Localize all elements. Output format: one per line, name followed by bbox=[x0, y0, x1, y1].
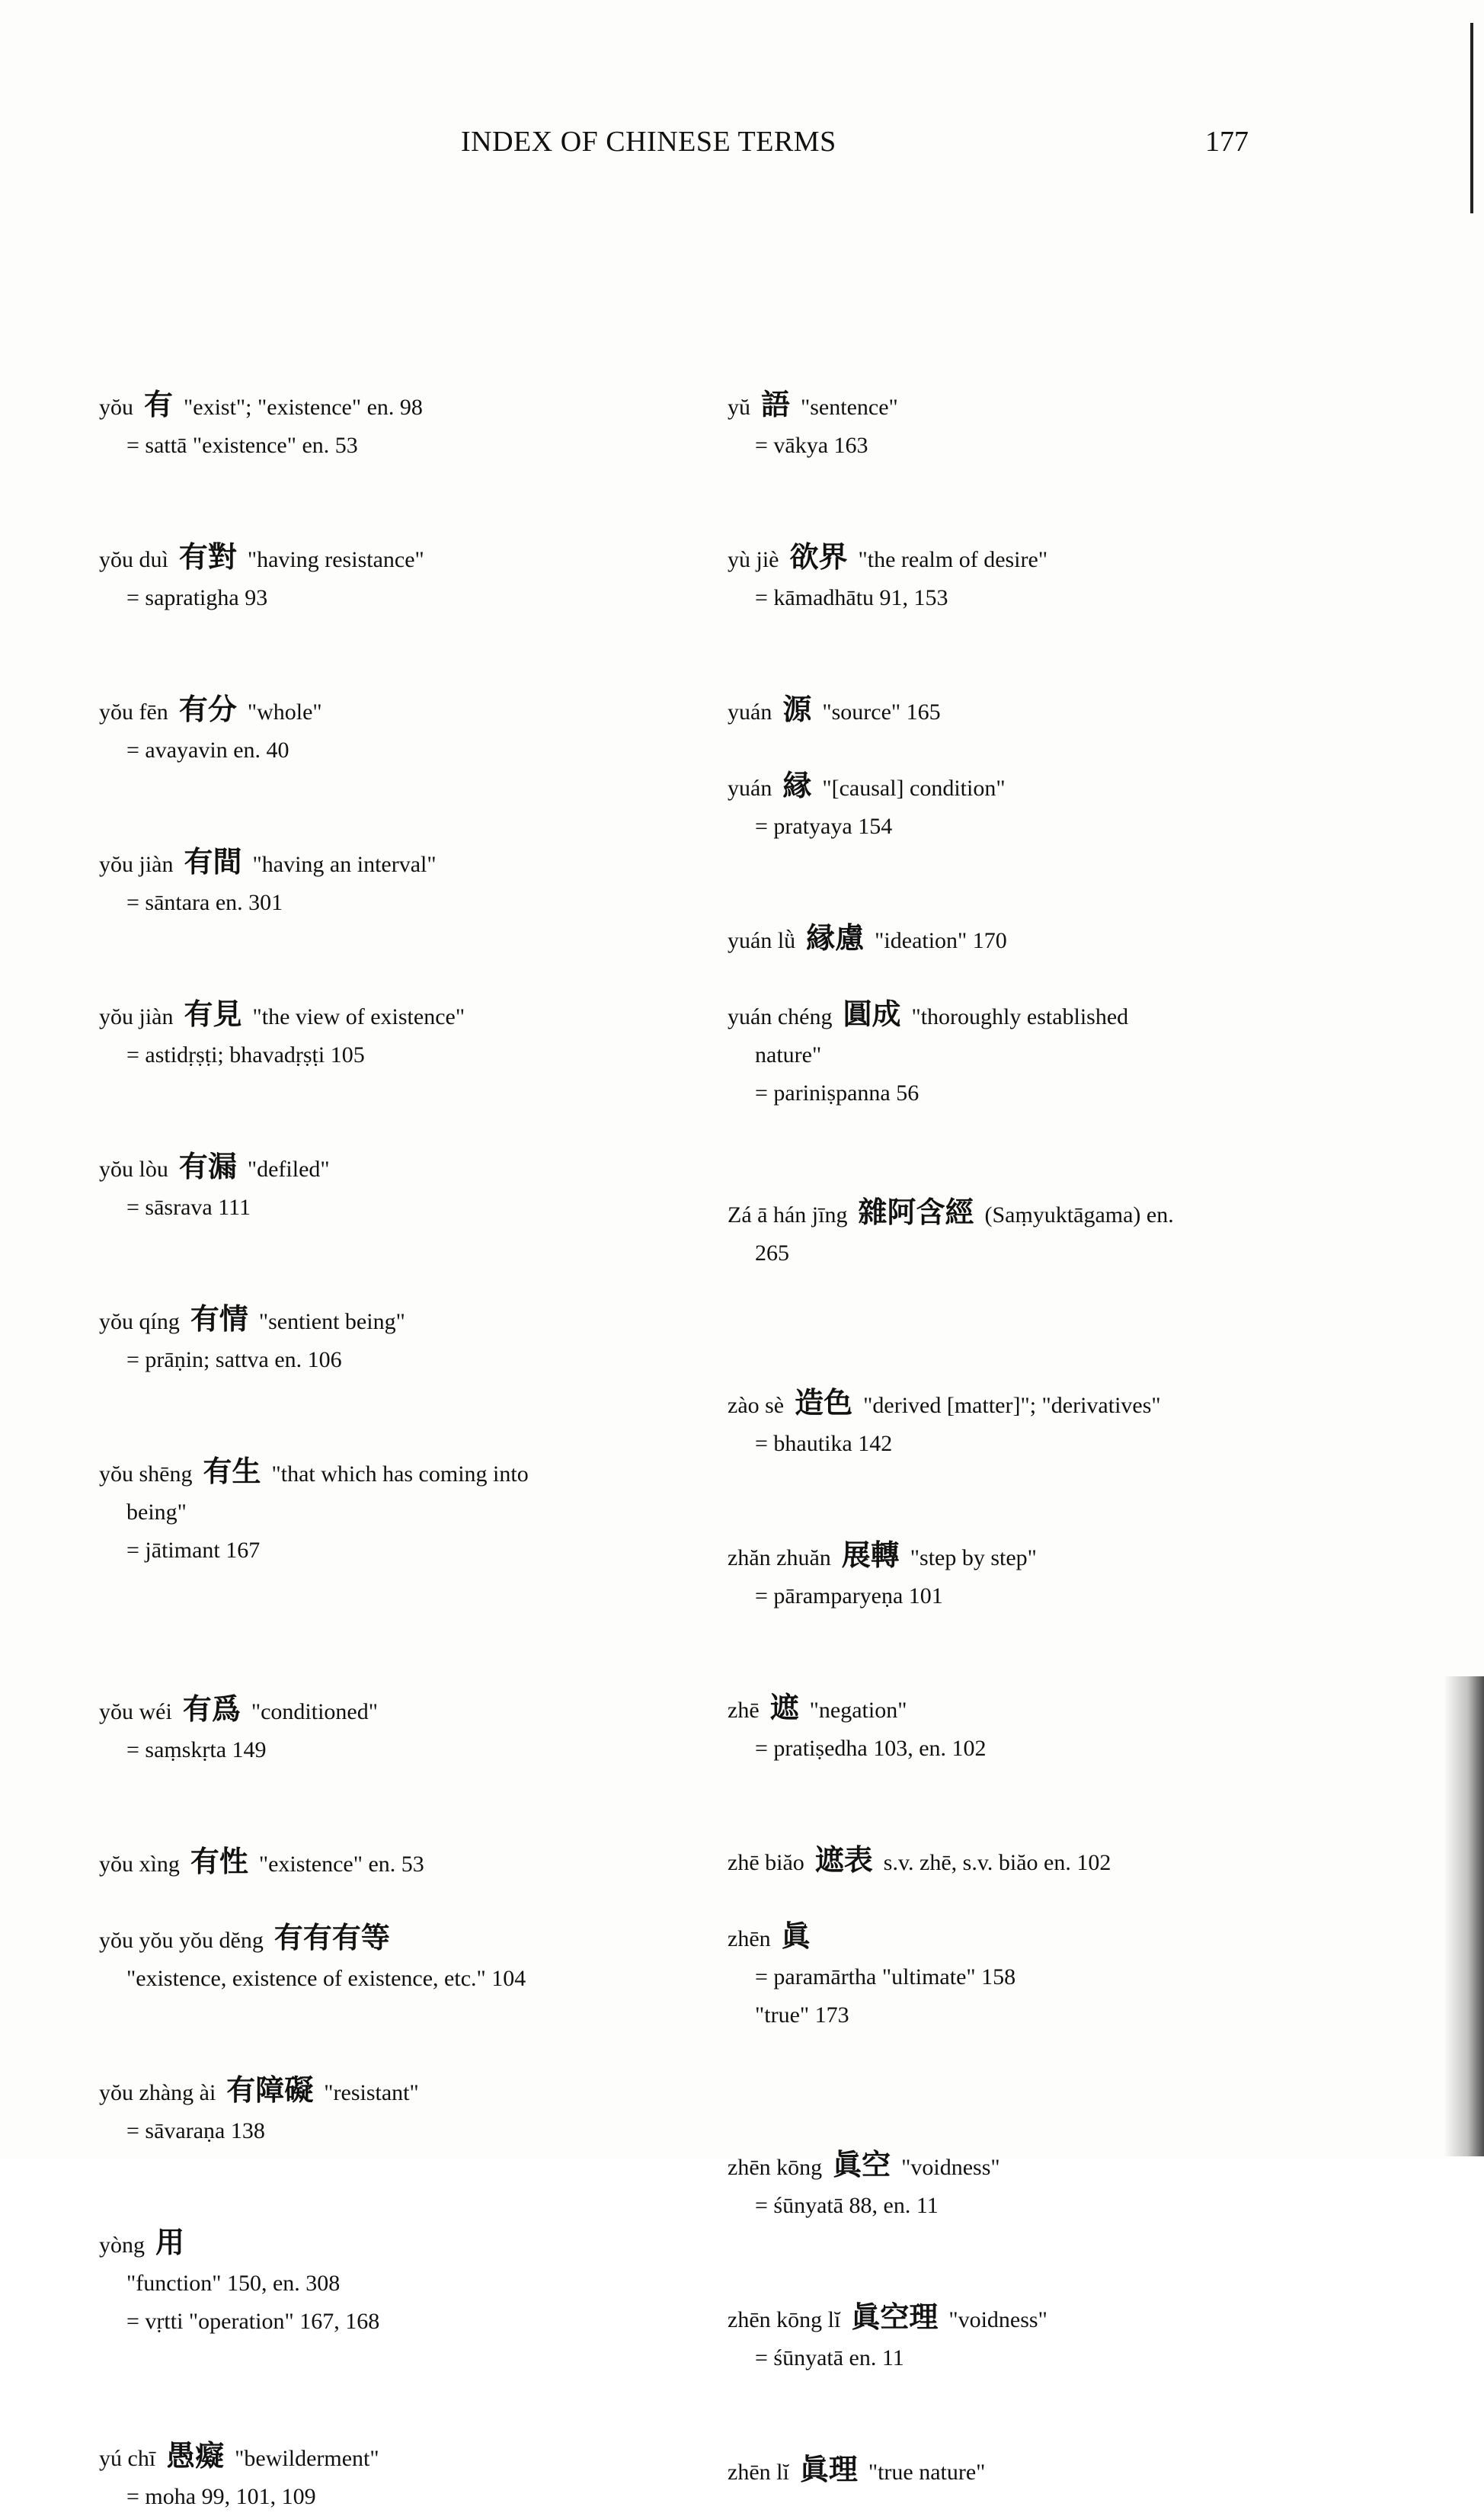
entry-headword-line bbox=[99, 690, 648, 731]
gloss-line: "existence, existence of existence, etc." 104 bbox=[126, 1966, 526, 1991]
chinese-characters: 語 bbox=[761, 388, 791, 421]
sanskrit-equivalent: = śūnyatā 88, en. 11 bbox=[755, 2193, 939, 2218]
romanization: yòng bbox=[99, 2233, 145, 2258]
sanskrit-equivalent: = sāntara en. 301 bbox=[126, 890, 283, 915]
index-entry bbox=[728, 690, 1261, 731]
sanskrit-equivalent: = sattā "existence" en. 53 bbox=[126, 433, 358, 458]
sanskrit-equivalent: = pariniṣpanna 56 bbox=[755, 1080, 920, 1106]
sanskrit-equivalent: = prāṇin; sattva en. 106 bbox=[126, 1347, 342, 1372]
chinese-characters: 圓成 bbox=[843, 997, 901, 1031]
index-entry bbox=[728, 1689, 1261, 1768]
gloss-line: "function" 150, en. 308 bbox=[126, 2271, 341, 2296]
english-gloss: "defiled" bbox=[247, 1157, 330, 1182]
chinese-characters: 眞空 bbox=[833, 2148, 891, 2181]
english-gloss: "true nature" bbox=[868, 2460, 986, 2485]
english-gloss: "source" 165 bbox=[822, 699, 941, 725]
chinese-characters: 源 bbox=[782, 693, 812, 726]
chinese-characters: 愚癡 bbox=[166, 2439, 225, 2473]
index-entry bbox=[728, 767, 1261, 846]
chinese-characters: 眞空理 bbox=[851, 2300, 939, 2334]
index-entry bbox=[728, 1384, 1261, 1463]
romanization: yŏu zhàng ài bbox=[99, 2080, 216, 2105]
entry-headword-line bbox=[99, 2437, 648, 2478]
romanization: yŏu yŏu yŏu dĕng bbox=[99, 1928, 264, 1953]
romanization: zhăn zhuăn bbox=[728, 1545, 831, 1570]
chinese-characters: 欲界 bbox=[789, 540, 848, 574]
romanization: yŏu bbox=[99, 395, 133, 420]
entry-headword-line bbox=[99, 386, 648, 427]
english-gloss: "step by step" bbox=[910, 1545, 1037, 1570]
chinese-characters: 雜阿含經 bbox=[858, 1196, 974, 1229]
index-entry bbox=[99, 2437, 648, 2516]
entry-headword-line bbox=[728, 1193, 1261, 1234]
romanization: zhēn kōng bbox=[728, 2155, 823, 2180]
english-gloss: "bewilderment" bbox=[235, 2446, 379, 2471]
entry-headword-line bbox=[728, 1689, 1261, 1730]
chinese-characters: 有 bbox=[144, 388, 174, 421]
romanization: yuán lǜ bbox=[728, 928, 796, 953]
english-gloss: (Saṃyuktāgama) en. bbox=[984, 1202, 1174, 1228]
sanskrit-equivalent: = pāramparyeṇa 101 bbox=[755, 1583, 943, 1609]
entry-headword-line bbox=[99, 995, 648, 1036]
index-entry bbox=[99, 1919, 648, 1998]
english-gloss: "sentient being" bbox=[258, 1309, 405, 1334]
english-gloss: "existence" en. 53 bbox=[258, 1852, 424, 1877]
entry-headword-line bbox=[99, 538, 648, 579]
sanskrit-equivalent: = pratyaya 154 bbox=[755, 814, 893, 839]
sanskrit-equivalent: = paramārtha "ultimate" 158 bbox=[755, 1964, 1016, 1989]
romanization: yuán chéng bbox=[728, 1004, 833, 1029]
english-gloss: "voidness" bbox=[901, 2155, 1000, 2180]
index-entry bbox=[99, 995, 648, 1074]
sanskrit-equivalent: = śūnyatā en. 11 bbox=[755, 2345, 904, 2370]
index-entry bbox=[99, 538, 648, 617]
chinese-characters: 眞理 bbox=[799, 2453, 858, 2486]
romanization: yù jiè bbox=[728, 547, 779, 572]
entry-headword-line bbox=[99, 2223, 648, 2265]
entry-headword-line bbox=[728, 919, 1261, 960]
index-entry bbox=[99, 1690, 648, 1769]
index-entry bbox=[99, 1452, 648, 1570]
english-gloss: "thoroughly established bbox=[911, 1004, 1129, 1029]
chinese-characters: 遮 bbox=[769, 1691, 799, 1724]
romanization: yŭ bbox=[728, 395, 750, 420]
entry-headword-line bbox=[99, 1300, 648, 1341]
english-gloss: "having resistance" bbox=[247, 547, 424, 572]
index-entry bbox=[728, 386, 1261, 465]
chinese-characters: 有對 bbox=[178, 540, 237, 574]
chinese-characters: 遮表 bbox=[814, 1843, 873, 1877]
binding-edge bbox=[1470, 23, 1473, 213]
index-entry bbox=[728, 1841, 1261, 1882]
index-entry bbox=[728, 2146, 1261, 2225]
english-gloss: "ideation" 170 bbox=[875, 928, 1007, 953]
gloss-continuation: nature" bbox=[755, 1042, 822, 1068]
chinese-characters: 造色 bbox=[795, 1386, 853, 1420]
chinese-characters: 有情 bbox=[190, 1302, 248, 1336]
sanskrit-equivalent: = saṃskṛta 149 bbox=[126, 1737, 267, 1762]
sanskrit-equivalent: = bhautika 142 bbox=[755, 1431, 893, 1456]
entry-headword-line bbox=[728, 1384, 1261, 1425]
romanization: zhē bbox=[728, 1698, 760, 1723]
chinese-characters: 有生 bbox=[203, 1455, 261, 1488]
chinese-characters: 縁 bbox=[782, 769, 812, 802]
entry-headword-line bbox=[728, 2146, 1261, 2187]
chinese-characters: 有分 bbox=[178, 693, 237, 726]
entry-headword-line bbox=[728, 386, 1261, 427]
sanskrit-equivalent: = vākya 163 bbox=[755, 433, 868, 458]
chinese-characters: 有有有等 bbox=[273, 1921, 390, 1954]
entry-headword-line bbox=[728, 690, 1261, 731]
index-entry bbox=[728, 538, 1261, 617]
romanization: yŏu jiàn bbox=[99, 1004, 174, 1029]
chinese-characters: 用 bbox=[155, 2226, 185, 2259]
entry-headword-line bbox=[99, 1452, 648, 1493]
romanization: zhēn bbox=[728, 1926, 771, 1951]
english-gloss: "sentence" bbox=[801, 395, 898, 420]
english-gloss: "derived [matter]"; "derivatives" bbox=[863, 1393, 1161, 1418]
english-gloss: "exist"; "existence" en. 98 bbox=[184, 395, 423, 420]
sanskrit-equivalent: = sāsrava 111 bbox=[126, 1195, 251, 1220]
index-entry bbox=[99, 386, 648, 465]
romanization: yŏu fēn bbox=[99, 699, 168, 725]
chinese-characters: 有見 bbox=[184, 997, 242, 1031]
sanskrit-equivalent: = sāvaraṇa 138 bbox=[126, 2118, 265, 2143]
romanization: zhē biăo bbox=[728, 1850, 804, 1875]
entry-headword-line bbox=[728, 2450, 1261, 2492]
index-entry bbox=[99, 1148, 648, 1227]
romanization: yŏu jiàn bbox=[99, 852, 174, 877]
romanization: yú chī bbox=[99, 2446, 156, 2471]
index-entry bbox=[99, 2071, 648, 2150]
sanskrit-equivalent: = moha 99, 101, 109 bbox=[126, 2484, 316, 2509]
entry-headword-line bbox=[99, 1842, 648, 1884]
chinese-characters: 有爲 bbox=[182, 1692, 241, 1726]
index-entry bbox=[99, 843, 648, 922]
index-entry bbox=[99, 1300, 648, 1379]
english-gloss: "negation" bbox=[809, 1698, 907, 1723]
romanization: Zá ā hán jīng bbox=[728, 1202, 848, 1228]
sanskrit-equivalent: = astidṛṣṭi; bhavadṛṣṭi 105 bbox=[126, 1042, 365, 1068]
gloss-continuation: 265 bbox=[755, 1240, 789, 1266]
english-gloss: "conditioned" bbox=[251, 1699, 378, 1724]
romanization: yuán bbox=[728, 699, 772, 725]
romanization: yŏu duì bbox=[99, 547, 168, 572]
index-entry bbox=[99, 690, 648, 770]
chinese-characters: 縁慮 bbox=[806, 921, 865, 955]
index-entry bbox=[728, 919, 1261, 960]
index-entry bbox=[728, 1193, 1261, 1272]
chinese-characters: 有漏 bbox=[178, 1150, 237, 1183]
entry-headword-line bbox=[99, 1919, 648, 1960]
entry-headword-line bbox=[728, 995, 1261, 1036]
sanskrit-equivalent: = jātimant 167 bbox=[126, 1538, 261, 1563]
index-entry bbox=[728, 2450, 1261, 2492]
entry-headword-line bbox=[99, 2071, 648, 2112]
entry-headword-line bbox=[728, 538, 1261, 579]
index-entry bbox=[728, 995, 1261, 1112]
entry-headword-line bbox=[728, 767, 1261, 808]
sanskrit-equivalent: = kāmadhātu 91, 153 bbox=[755, 585, 948, 610]
index-entry bbox=[99, 2223, 648, 2341]
index-entry bbox=[728, 1917, 1261, 2034]
entry-headword-line bbox=[728, 1841, 1261, 1882]
romanization: yŏu wéi bbox=[99, 1699, 172, 1724]
english-gloss: s.v. zhē, s.v. biăo en. 102 bbox=[883, 1850, 1111, 1875]
english-gloss: "resistant" bbox=[324, 2080, 419, 2105]
romanization: zhēn lĭ bbox=[728, 2460, 789, 2485]
sanskrit-equivalent: = vṛtti "operation" 167, 168 bbox=[126, 2309, 380, 2334]
entry-headword-line bbox=[728, 1917, 1261, 1958]
english-gloss: "having an interval" bbox=[252, 852, 437, 877]
entry-headword-line bbox=[99, 843, 648, 884]
chinese-characters: 有障礙 bbox=[226, 2073, 314, 2107]
romanization: yŏu shēng bbox=[99, 1461, 193, 1487]
chinese-characters: 有間 bbox=[184, 845, 242, 879]
english-gloss: "whole" bbox=[247, 699, 322, 725]
index-entry bbox=[728, 2298, 1261, 2377]
index-entry bbox=[728, 1536, 1261, 1615]
sanskrit-equivalent: = avayavin en. 40 bbox=[126, 738, 289, 763]
sanskrit-equivalent: = sapratigha 93 bbox=[126, 585, 268, 610]
gloss-continuation: being" bbox=[126, 1500, 187, 1525]
romanization: zhēn kōng lĭ bbox=[728, 2307, 841, 2332]
index-entry bbox=[99, 1842, 648, 1884]
page-corner-shadow bbox=[1444, 1676, 1484, 2156]
running-header-title: INDEX OF CHINESE TERMS bbox=[461, 126, 836, 158]
gloss-line: "true" 173 bbox=[755, 2002, 849, 2028]
page-number: 177 bbox=[1205, 126, 1249, 158]
entry-headword-line bbox=[728, 1536, 1261, 1577]
english-gloss: "[causal] condition" bbox=[822, 776, 1006, 801]
romanization: zào sè bbox=[728, 1393, 785, 1418]
chinese-characters: 展轉 bbox=[841, 1538, 900, 1572]
entry-headword-line bbox=[728, 2298, 1261, 2339]
english-gloss: "that which has coming into bbox=[271, 1461, 529, 1487]
entry-headword-line bbox=[99, 1148, 648, 1189]
romanization: yŏu lòu bbox=[99, 1157, 168, 1182]
chinese-characters: 有性 bbox=[190, 1845, 248, 1878]
english-gloss: "voidness" bbox=[948, 2307, 1047, 2332]
romanization: yŏu qíng bbox=[99, 1309, 180, 1334]
english-gloss: "the realm of desire" bbox=[858, 547, 1048, 572]
chinese-characters: 眞 bbox=[781, 1919, 811, 1953]
english-gloss: "the view of existence" bbox=[252, 1004, 465, 1029]
romanization: yŏu xìng bbox=[99, 1852, 180, 1877]
entry-headword-line bbox=[99, 1690, 648, 1731]
romanization: yuán bbox=[728, 776, 772, 801]
sanskrit-equivalent: = pratiṣedha 103, en. 102 bbox=[755, 1736, 987, 1761]
